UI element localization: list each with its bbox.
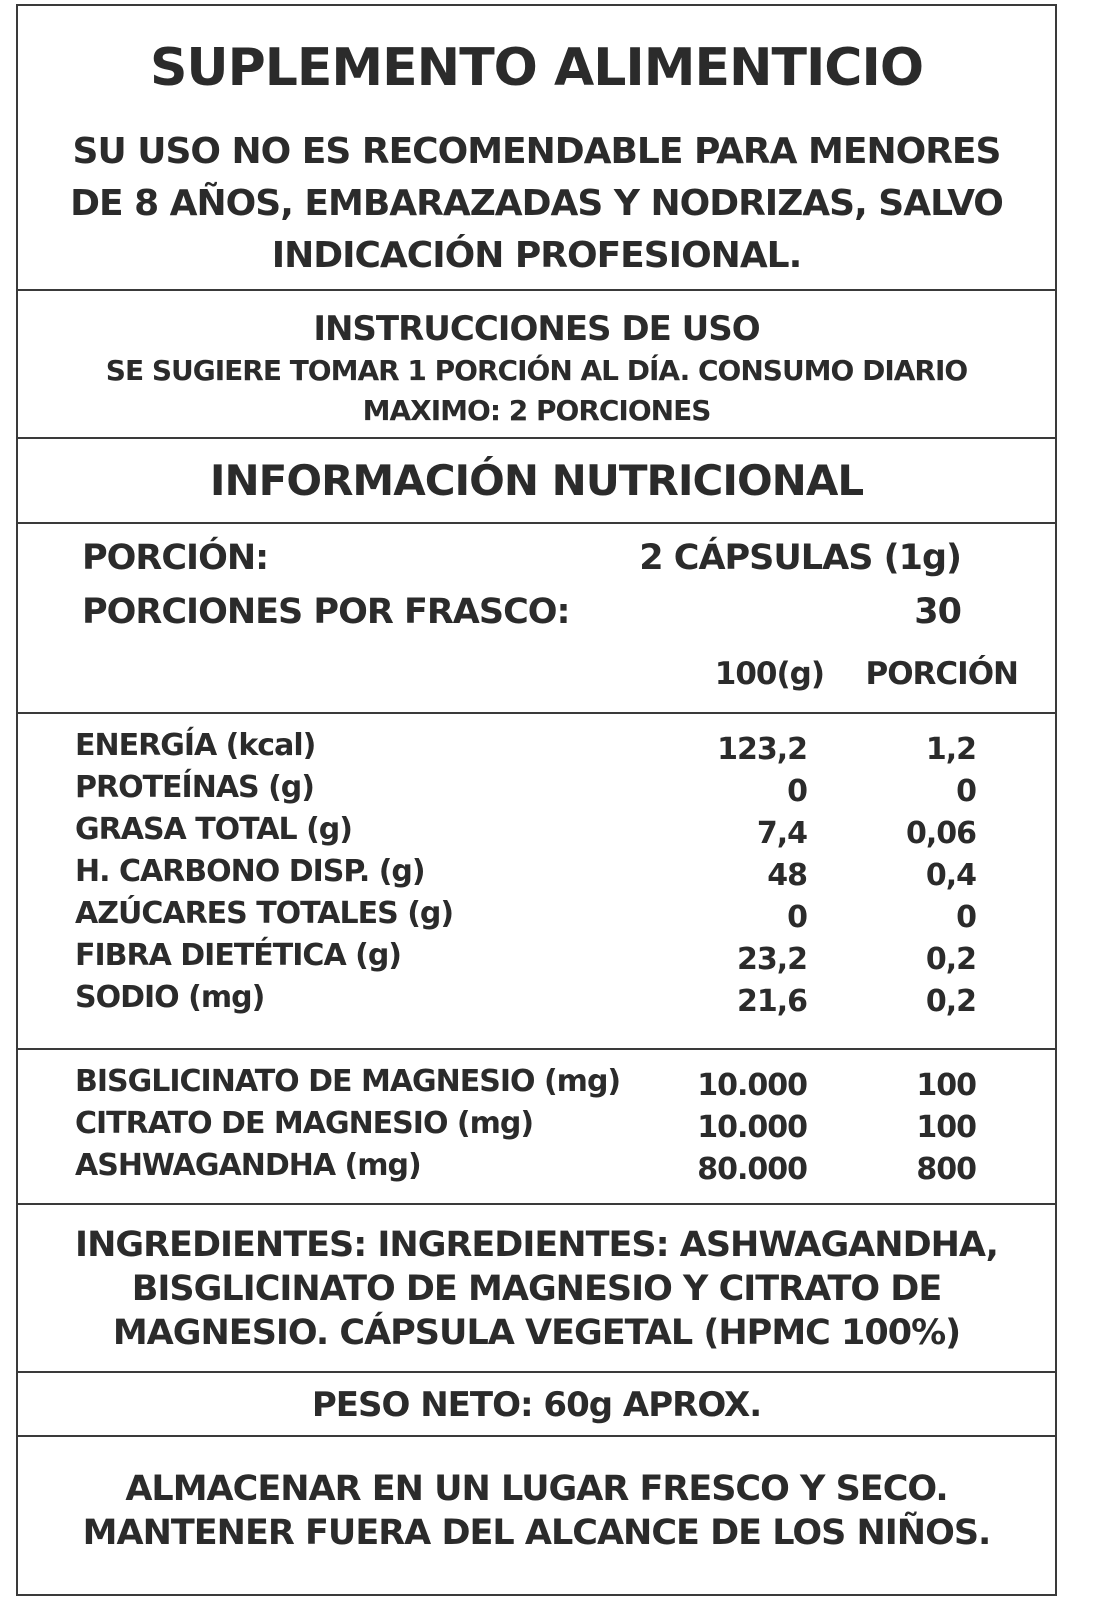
nutrient-value-portion: 1,2 xyxy=(925,732,976,767)
nutrient-value-portion: 0,2 xyxy=(925,942,976,977)
ingredients-section xyxy=(18,1205,1055,1373)
nutrient-name: SODIO (mg) xyxy=(75,980,265,1015)
table-row xyxy=(18,980,1055,1022)
nutrient-name: H. CARBONO DISP. (g) xyxy=(75,854,425,889)
nutrient-value-portion: 0 xyxy=(956,774,976,809)
serving-value: 2 CÁPSULAS (1g) xyxy=(639,538,961,578)
servings-per-bottle-value: 30 xyxy=(914,592,961,632)
storage-line: ALMACENAR EN UN LUGAR FRESCO Y SECO. xyxy=(125,1469,948,1509)
label-title: SUPLEMENTO ALIMENTICIO xyxy=(149,38,924,98)
storage-section xyxy=(18,1437,1055,1594)
ingredients-text xyxy=(18,1223,1055,1355)
nutrient-value-100g: 7,4 xyxy=(756,816,807,851)
active-value-100g: 80.000 xyxy=(697,1152,807,1187)
active-name: BISGLICINATO DE MAGNESIO (mg) xyxy=(75,1064,621,1099)
instructions-line: SE SUGIERE TOMAR 1 PORCIÓN AL DÍA. CONSUMO DIARIO xyxy=(105,354,968,387)
nutrient-value-portion: 0,2 xyxy=(925,984,976,1019)
nutrient-value-100g: 23,2 xyxy=(736,942,807,977)
nutrition-label xyxy=(16,4,1057,1596)
storage-line: MANTENER FUERA DEL ALCANCE DE LOS NIÑOS. xyxy=(82,1513,991,1553)
ingredients-line: INGREDIENTES: INGREDIENTES: ASHWAGANDHA, xyxy=(75,1225,998,1265)
nutrient-value-portion: 0,4 xyxy=(925,858,976,893)
actives-section xyxy=(18,1050,1055,1205)
column-header-100g: 100(g) xyxy=(714,656,824,692)
nutrient-value-100g: 0 xyxy=(787,774,807,809)
active-value-100g: 10.000 xyxy=(697,1068,807,1103)
instructions-title: INSTRUCCIONES DE USO xyxy=(313,309,760,349)
instructions-section xyxy=(18,291,1055,439)
table-row xyxy=(18,1064,1055,1106)
warning-line: SU USO NO ES RECOMENDABLE PARA MENORES xyxy=(72,131,1001,172)
active-value-portion: 100 xyxy=(916,1110,976,1145)
serving-label: PORCIÓN: xyxy=(82,538,269,578)
nutrient-value-100g: 21,6 xyxy=(736,984,807,1019)
table-row xyxy=(18,812,1055,854)
table-row xyxy=(18,938,1055,980)
nutrition-title: INFORMACIÓN NUTRICIONAL xyxy=(209,456,864,505)
active-name: ASHWAGANDHA (mg) xyxy=(75,1148,421,1183)
table-row xyxy=(18,896,1055,938)
warning-line: INDICACIÓN PROFESIONAL. xyxy=(271,235,802,276)
nutrient-value-portion: 0 xyxy=(956,900,976,935)
serving-section xyxy=(18,524,1055,714)
nutrients-section xyxy=(18,714,1055,1050)
nutrient-name: AZÚCARES TOTALES (g) xyxy=(75,896,454,931)
column-header-portion: PORCIÓN xyxy=(865,656,1018,692)
nutrient-name: FIBRA DIETÉTICA (g) xyxy=(75,938,401,973)
net-weight: PESO NETO: 60g APROX. xyxy=(311,1385,762,1425)
nutrient-value-100g: 0 xyxy=(787,900,807,935)
table-row xyxy=(18,1106,1055,1148)
net-weight-section xyxy=(18,1373,1055,1437)
table-row xyxy=(18,770,1055,812)
nutrient-value-portion: 0,06 xyxy=(905,816,976,851)
instructions-line: MAXIMO: 2 PORCIONES xyxy=(362,394,711,427)
nutrient-value-100g: 48 xyxy=(767,858,807,893)
instructions-text xyxy=(18,351,1055,431)
nutrition-title-section xyxy=(18,439,1055,524)
nutrient-name: ENERGÍA (kcal) xyxy=(75,728,316,763)
table-row xyxy=(18,854,1055,896)
active-name: CITRATO DE MAGNESIO (mg) xyxy=(75,1106,534,1141)
warning-section xyxy=(18,6,1055,291)
active-value-portion: 100 xyxy=(916,1068,976,1103)
active-value-100g: 10.000 xyxy=(697,1110,807,1145)
active-value-portion: 800 xyxy=(916,1152,976,1187)
ingredients-line: MAGNESIO. CÁPSULA VEGETAL (HPMC 100%) xyxy=(112,1313,961,1353)
ingredients-line: BISGLICINATO DE MAGNESIO Y CITRATO DE xyxy=(131,1269,942,1309)
servings-per-bottle-label: PORCIONES POR FRASCO: xyxy=(82,592,570,632)
storage-text xyxy=(18,1467,1055,1555)
table-row xyxy=(18,1148,1055,1190)
nutrient-name: GRASA TOTAL (g) xyxy=(75,812,352,847)
table-row xyxy=(18,728,1055,770)
nutrient-value-100g: 123,2 xyxy=(717,732,807,767)
nutrient-name: PROTEÍNAS (g) xyxy=(75,770,314,805)
warning-text xyxy=(18,126,1055,282)
warning-line: DE 8 AÑOS, EMBARAZADAS Y NODRIZAS, SALVO xyxy=(70,183,1003,224)
